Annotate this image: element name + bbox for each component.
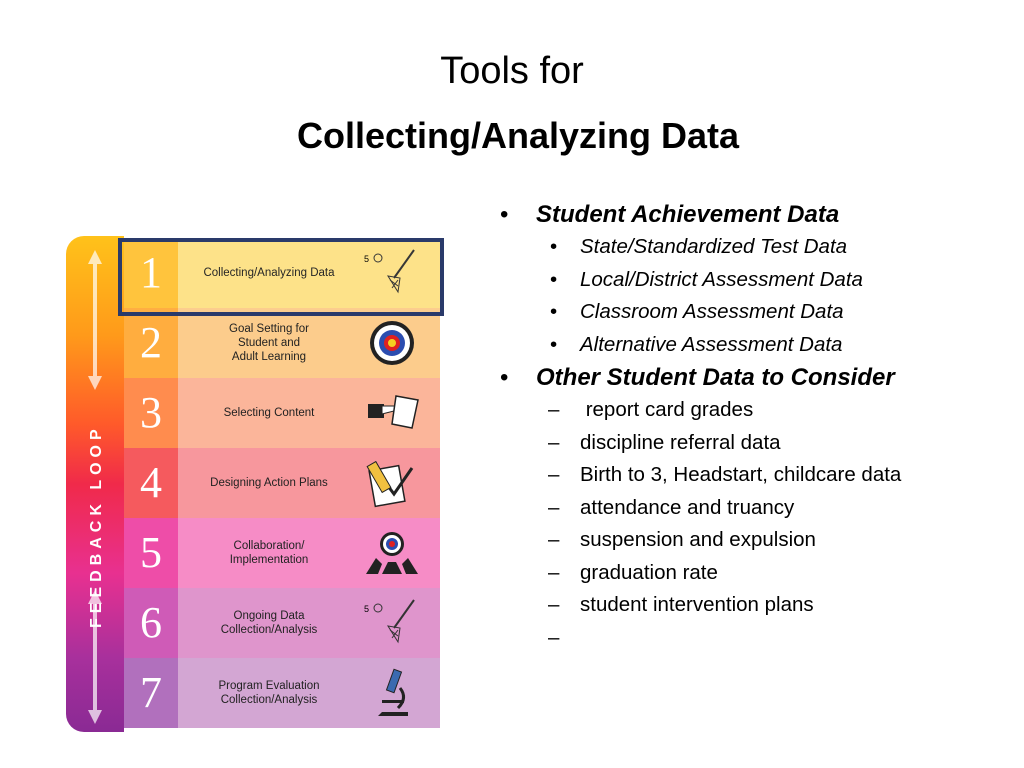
list-item: – discipline referral data xyxy=(494,427,1014,460)
net-icon xyxy=(364,598,420,648)
step-label: Collecting/Analyzing Data xyxy=(203,267,335,279)
pointing-hand-icon xyxy=(364,388,420,438)
up-down-arrow-icon xyxy=(88,590,102,724)
microscope-icon xyxy=(364,668,420,718)
step-label: Goal Setting for Student and Adult Learning xyxy=(229,323,309,363)
list-item: – suspension and expulsion xyxy=(494,524,1014,557)
list-item: • State/Standardized Test Data xyxy=(494,231,1014,264)
step-row-3 xyxy=(178,378,440,449)
step-number-6: 6 xyxy=(124,588,178,658)
up-down-arrow-icon xyxy=(88,250,102,390)
step-label: Designing Action Plans xyxy=(210,477,328,489)
list-item: • Classroom Assessment Data xyxy=(494,296,1014,329)
step-row-5 xyxy=(178,518,440,589)
list-item: – student intervention plans xyxy=(494,589,1014,622)
step-1-highlight-frame xyxy=(118,238,444,316)
bullet-heading-student-achievement: • Student Achievement Data xyxy=(494,198,1014,231)
step-label: Collaboration/ Implementation xyxy=(229,540,309,566)
list-item: • Alternative Assessment Data xyxy=(494,329,1014,362)
target-icon xyxy=(364,318,420,368)
svg-text:5: 5 xyxy=(364,254,370,264)
step-row-2 xyxy=(178,308,440,379)
slide-title-line1: Tools for xyxy=(440,50,584,92)
list-item: – Birth to 3, Headstart, childcare data xyxy=(494,459,1014,492)
step-row-6 xyxy=(178,588,440,659)
list-item: • Local/District Assessment Data xyxy=(494,264,1014,297)
step-row-4 xyxy=(178,448,440,519)
checklist-icon xyxy=(364,458,420,508)
slide-title-line2: Collecting/Analyzing Data xyxy=(296,115,740,156)
step-label: Ongoing Data Collection/Analysis xyxy=(220,610,318,636)
bullet-heading-other-student-data: • Other Student Data to Consider xyxy=(494,361,1014,394)
list-item: – attendance and truancy xyxy=(494,492,1014,525)
step-number-5: 5 xyxy=(124,518,178,588)
step-number-1: 1 xyxy=(124,238,178,308)
list-item: – report card grades xyxy=(494,394,1014,427)
step-number-2: 2 xyxy=(124,308,178,378)
svg-text:5: 5 xyxy=(364,604,370,614)
list-item: – graduation rate xyxy=(494,557,1014,590)
step-label: Selecting Content xyxy=(223,407,315,419)
bullet-list xyxy=(494,198,1014,622)
hands-target-icon xyxy=(364,528,420,578)
step-number-3: 3 xyxy=(124,378,178,448)
step-label: Program Evaluation Collection/Analysis xyxy=(218,680,320,706)
step-number-7: 7 xyxy=(124,658,178,728)
step-number-4: 4 xyxy=(124,448,178,518)
step-row-7 xyxy=(178,658,440,729)
